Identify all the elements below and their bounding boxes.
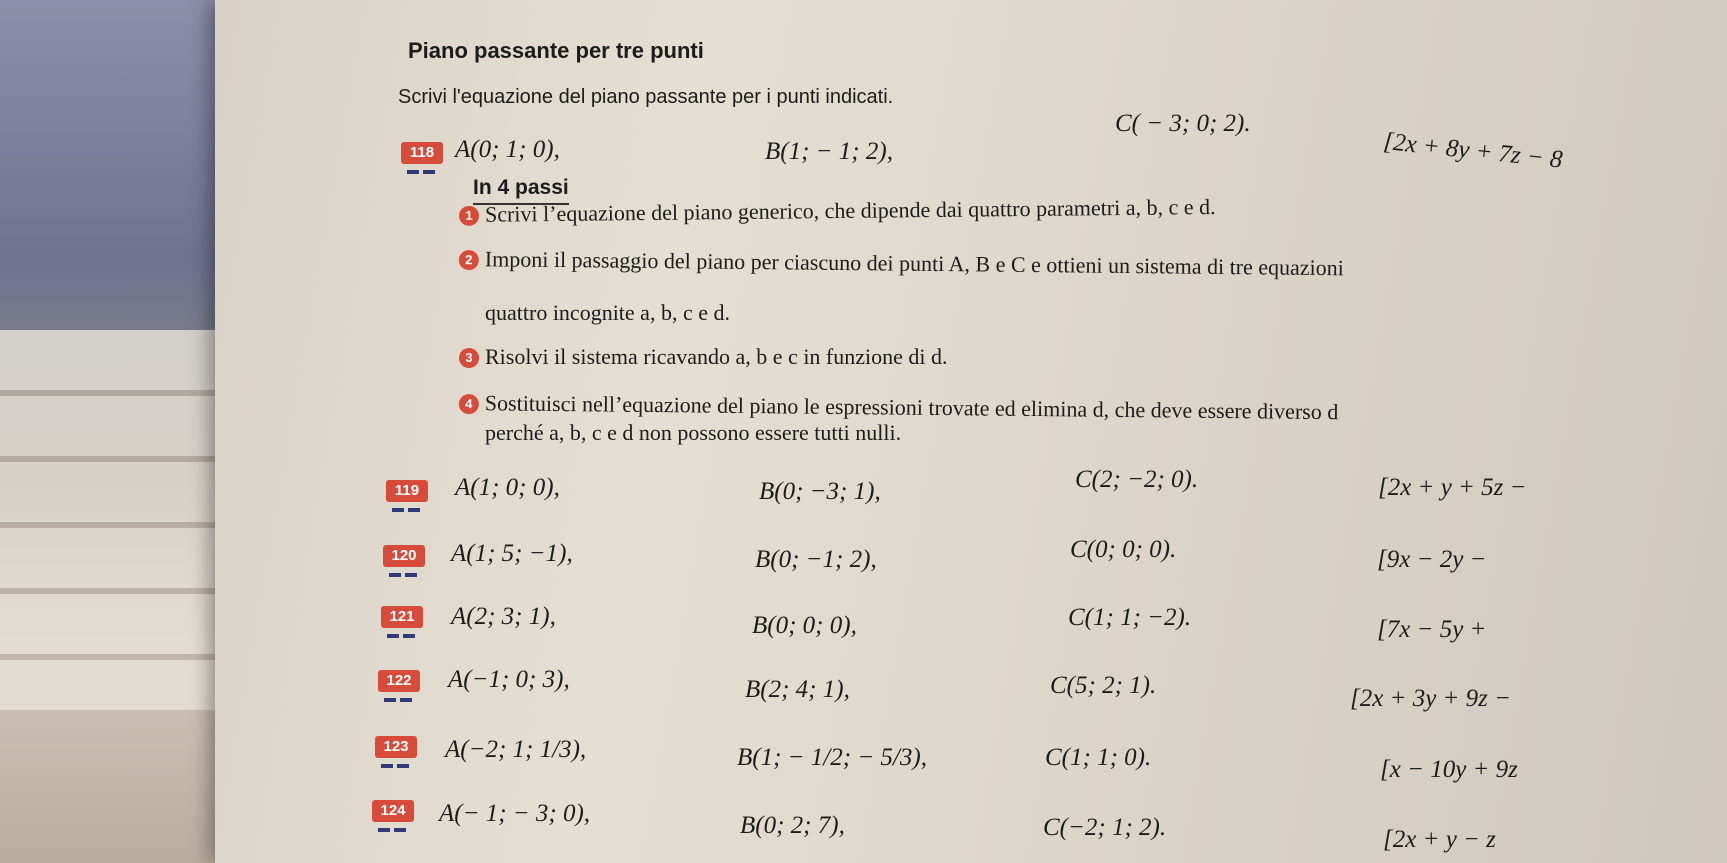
point-a: A(2; 3; 1), (451, 603, 556, 630)
point-a: A(0; 1; 0), (455, 136, 560, 163)
step-4-cont: perché a, b, c e d non possono essere tutti nulli. (485, 420, 902, 445)
point-b: B(0; −1; 2), (755, 546, 877, 573)
difficulty-marker (389, 573, 419, 577)
step-bullet: 3 (459, 348, 479, 368)
step-4: 4 Sostituisci nell’equazione del piano le espressioni trovate ed elimina d, che deve essere diverso d (459, 390, 1339, 425)
difficulty-marker (387, 634, 417, 638)
exercise-number: 124 (372, 800, 414, 822)
point-a: A(−1; 0; 3), (448, 666, 570, 693)
point-c: C(5; 2; 1). (1050, 672, 1157, 699)
difficulty-marker (384, 698, 414, 702)
point-b: B(0; −3; 1), (759, 478, 881, 505)
background-radiator (0, 330, 250, 710)
step-bullet: 2 (459, 250, 479, 270)
step-bullet: 1 (459, 206, 479, 226)
step-bullet: 4 (459, 394, 479, 414)
step-1: 1 Scrivi l’equazione del piano generico, che dipende dai quattro parametri a, b, c e d. (459, 194, 1216, 228)
point-c: C(0; 0; 0). (1070, 536, 1177, 563)
exercise-number: 119 (386, 480, 428, 502)
point-a: A(1; 5; −1), (451, 540, 573, 567)
step-2-cont: quattro incognite a, b, c e d. (485, 300, 730, 325)
difficulty-marker (378, 828, 408, 832)
step-2: 2 Imponi il passaggio del piano per ciascuno dei punti A, B e C e ottieni un sistema di tre equazioni (459, 246, 1344, 281)
exercise-number: 121 (381, 606, 423, 628)
steps-heading: In 4 passi (473, 176, 569, 205)
solution: [2x + 8y + 7z − 8 (1382, 128, 1564, 174)
point-c: C(−2; 1; 2). (1043, 814, 1167, 841)
point-c: C(1; 1; −2). (1068, 604, 1192, 631)
point-b: B(0; 2; 7), (740, 812, 845, 839)
point-b: B(0; 0; 0), (752, 612, 857, 639)
difficulty-marker (381, 764, 411, 768)
section-title: Piano passante per tre punti (408, 38, 704, 63)
point-a: A(−2; 1; 1/3), (445, 736, 587, 763)
exercise-number: 123 (375, 736, 417, 758)
difficulty-marker (407, 170, 437, 174)
solution: [7x − 5y + (1377, 616, 1487, 643)
point-b: B(1; − 1/2; − 5/3), (737, 744, 927, 771)
point-c: C(1; 1; 0). (1045, 744, 1152, 771)
point-b: B(1; − 1; 2), (765, 138, 893, 165)
point-c: C(2; −2; 0). (1075, 466, 1199, 493)
point-c: C( − 3; 0; 2). (1115, 110, 1251, 137)
point-a: A(1; 0; 0), (455, 474, 560, 501)
point-a: A(− 1; − 3; 0), (439, 800, 591, 827)
solution: [2x + y + 5z − (1378, 474, 1527, 501)
exercise-number: 122 (378, 670, 420, 692)
solution: [2x + y − z (1383, 826, 1496, 853)
difficulty-marker (392, 508, 422, 512)
step-3: 3 Risolvi il sistema ricavando a, b e c in funzione di d. (459, 344, 948, 370)
solution: [x − 10y + 9z (1380, 756, 1518, 783)
textbook-page (215, 0, 1727, 863)
point-b: B(2; 4; 1), (745, 676, 850, 703)
solution: [9x − 2y − (1377, 546, 1487, 573)
exercise-number: 118 (401, 142, 443, 164)
instructions: Scrivi l'equazione del piano passante per i punti indicati. (398, 86, 894, 108)
solution: [2x + 3y + 9z − (1350, 685, 1512, 712)
exercise-number: 120 (383, 545, 425, 567)
